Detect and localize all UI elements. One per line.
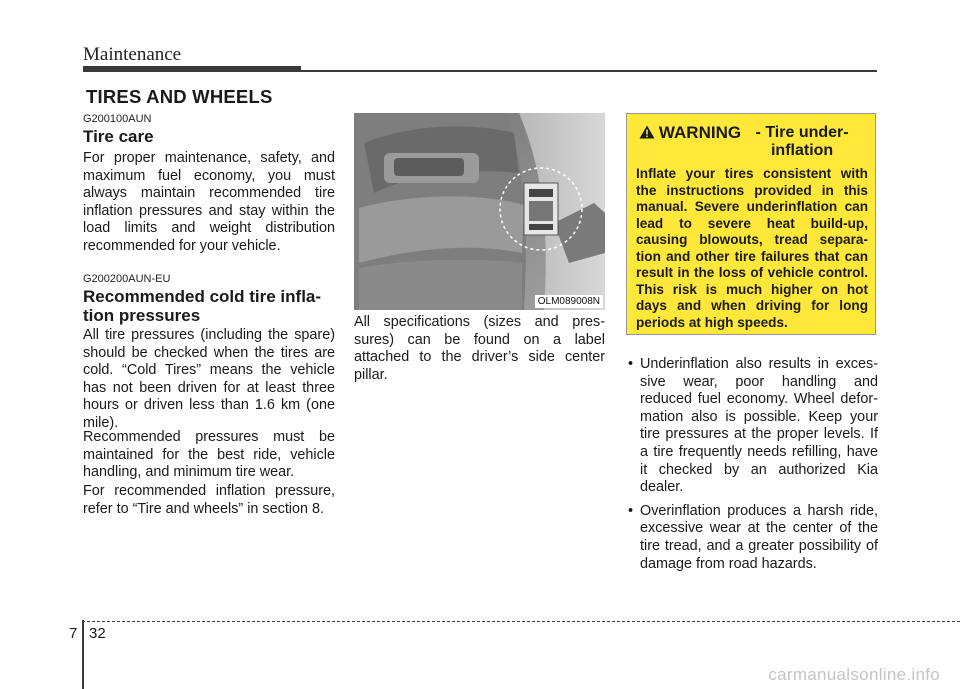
cold-pressure-code: G200200AUN-EU <box>83 273 171 285</box>
section-title: TIRES AND WHEELS <box>86 86 273 107</box>
footer-rule <box>82 621 960 622</box>
tire-pressure-bullets <box>626 356 878 579</box>
cold-pressure-paragraph-1: All tire pressures (including the spare) should be checked when the tires are cold. “Cold Tires” means the vehicle has not been driven for at least three hours or driven less than 1.6 km (one mile). <box>83 327 335 431</box>
tire-care-code: G200100AUN <box>83 113 152 125</box>
tire-care-body: For proper maintenance, safety, and maximum fuel economy, you must always maintain recommended tire inflation pressures and stay within the load limits and weight distribution recommended for your vehicle. <box>83 150 335 254</box>
door-pillar-illustration <box>354 113 605 310</box>
watermark: carmanualsonline.info <box>768 665 940 684</box>
page-header-title: Maintenance <box>83 44 182 65</box>
chapter-number: 7 <box>69 625 78 642</box>
cold-pressure-heading: Recommended cold tire infla- tion pressures <box>83 287 322 325</box>
list-item: • Underinflation also results in exces- sive wear, poor handling and reduced fuel economy. Wheel defor- mation also is possible. Keep your tire pressures at the proper levels. If a tire frequently needs refilling, have it checked by an authorized Kia dealer. <box>626 356 878 497</box>
page-number: 32 <box>89 625 106 642</box>
warning-triangle-icon <box>639 125 655 139</box>
footer-divider <box>82 620 84 689</box>
header-rule <box>301 70 877 72</box>
warning-title-rest: - Tire under- inflation <box>755 124 849 159</box>
cold-pressure-paragraph-2: Recommended pressures must be maintained for the best ride, vehicle handling, and minimum tire wear. <box>83 429 335 481</box>
header-bar <box>83 66 301 72</box>
photo-caption: All specifications (sizes and pres- sures) can be found on a label attached to the driver’s side center pillar. <box>354 314 605 383</box>
photo-reference-label: OLM089008N <box>535 295 603 308</box>
list-item: • Overinflation produces a harsh ride, excessive wear at the center of the tire tread, and a greater possibility of damage from road hazards. <box>626 503 878 573</box>
warning-box <box>626 113 876 335</box>
warning-body: Inflate your tires consistent with the instructions provided in this manual. Severe underinflation can lead to severe heat build-up, causing blowouts, tread separa- tion and other tire failures that can result in the loss of vehicle control. This risk is much higher on hot days and when driving for long periods at high speeds. <box>636 166 868 330</box>
warning-title <box>627 124 875 160</box>
cold-pressure-paragraph-3: For recommended inflation pressure, refer to “Tire and wheels” in section 8. <box>83 483 335 517</box>
warning-word: WARNING <box>658 123 742 142</box>
door-pillar-photo <box>354 113 605 310</box>
tire-care-heading: Tire care <box>83 127 154 146</box>
